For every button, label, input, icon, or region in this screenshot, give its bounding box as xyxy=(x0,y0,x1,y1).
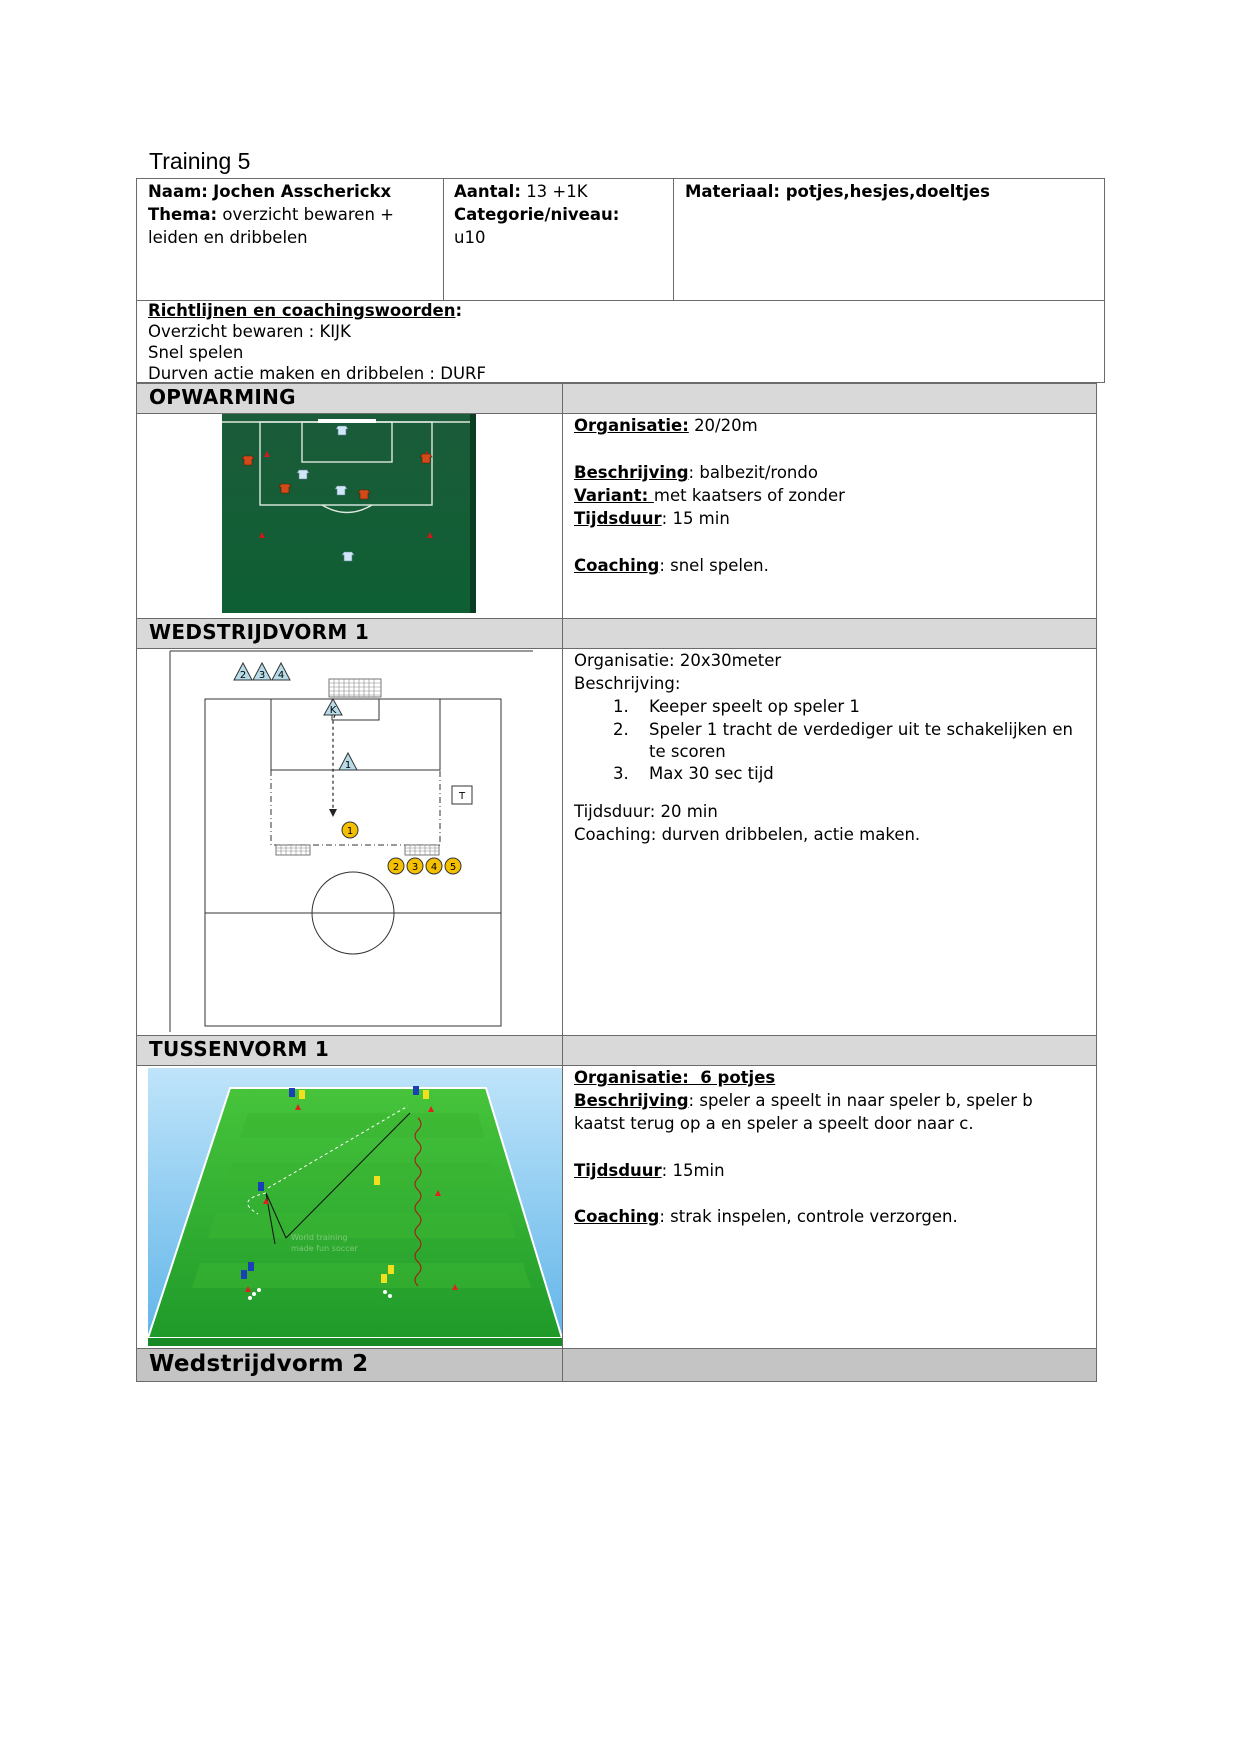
opw-variant-label: Variant: xyxy=(574,486,654,505)
opw-coaching xyxy=(574,554,769,577)
aantal-line xyxy=(454,180,588,203)
queue-player-4 xyxy=(426,858,442,874)
page-title: Training 5 xyxy=(149,148,251,174)
defender-label: 1 xyxy=(344,760,352,771)
wv1-coaching: Coaching: durven dribbelen, actie maken. xyxy=(574,825,921,844)
wedstrijdvorm2-title: Wedstrijdvorm 2 xyxy=(149,1351,369,1377)
naam-label: Naam: xyxy=(148,182,208,201)
naam-line xyxy=(148,180,391,203)
wv1-step-2-text: Speler 1 tracht de verdediger uit te schakelijken en xyxy=(649,720,1073,739)
wv1-organisatie: Organisatie: 20x30meter xyxy=(574,651,782,670)
tv1-tijdsduur xyxy=(574,1159,725,1182)
opw-coaching-value: : snel spelen. xyxy=(659,556,769,575)
tv1-coaching-label: Coaching xyxy=(574,1207,660,1226)
opw-variant xyxy=(574,484,845,507)
watermark-line-2: made fun soccer xyxy=(291,1244,358,1253)
aantal-label: Aantal: xyxy=(454,182,521,201)
pass-arrow xyxy=(329,809,337,817)
opw-tijdsduur-label: Tijdsduur xyxy=(574,509,662,528)
cone-2-label: 2 xyxy=(239,670,247,681)
wv2-header-divider xyxy=(562,1349,563,1381)
queue-2-label: 2 xyxy=(392,862,400,873)
opw-beschrijving xyxy=(574,461,818,484)
wv1-step-3-text: Max 30 sec tijd xyxy=(649,764,774,783)
wedstrijdvorm1-diagram xyxy=(137,649,561,1034)
materiaal-label: Materiaal: potjes,hesjes,doeltjes xyxy=(685,182,990,201)
trainer-marker xyxy=(452,786,472,804)
wedstrijdvorm1-title: WEDSTRIJDVORM 1 xyxy=(149,620,370,644)
guideline-3: Durven actie maken en dribbelen : DURF xyxy=(148,364,486,383)
tv1-beschrijving-value: : speler a speelt in naar speler b, speler b xyxy=(688,1091,1033,1110)
queue-player-5 xyxy=(445,858,461,874)
wv1-header-divider xyxy=(562,619,563,648)
queue-4-label: 4 xyxy=(430,862,438,873)
tv1-organisatie: Organisatie: 6 potjes xyxy=(574,1068,776,1087)
tv1-beschrijving-line-2: kaatst terug op a en speler a speelt door naar c. xyxy=(574,1114,974,1133)
wv1-step-3-num: 3. xyxy=(613,764,629,783)
opw-organisatie xyxy=(574,414,758,437)
naam-value: Jochen Asscherickx xyxy=(213,182,392,201)
tussenvorm1-title: TUSSENVORM 1 xyxy=(149,1037,330,1061)
guidelines-label: Richtlijnen en coachingswoorden xyxy=(148,301,456,320)
opw-tijdsduur-value: : 15 min xyxy=(661,509,730,528)
player-1-label: 1 xyxy=(346,826,354,837)
keeper-label: K xyxy=(329,705,337,716)
tv1-header-divider xyxy=(562,1036,563,1065)
wv1-beschrijving: Beschrijving: xyxy=(574,674,681,693)
opw-beschrijving-value: : balbezit/rondo xyxy=(688,463,818,482)
opwarming-title: OPWARMING xyxy=(149,385,296,409)
guidelines-colon: : xyxy=(455,301,463,320)
thema-value: overzicht bewaren + xyxy=(222,205,394,224)
queue-5-label: 5 xyxy=(449,862,457,873)
cone-3-label: 3 xyxy=(258,670,266,681)
opw-beschrijving-label: Beschrijving xyxy=(574,463,689,482)
thema-line xyxy=(148,203,394,226)
header-col-divider-2 xyxy=(673,178,674,300)
pass-path xyxy=(333,715,335,809)
trainer-label: T xyxy=(458,791,466,802)
thema-line-2: leiden en dribbelen xyxy=(148,228,308,247)
cone-4-label: 4 xyxy=(277,670,285,681)
cone-3 xyxy=(253,663,271,681)
opwarming-diagram xyxy=(222,414,476,613)
guideline-2: Snel spelen xyxy=(148,343,244,362)
defender-marker xyxy=(339,753,357,771)
opw-tijdsduur xyxy=(574,507,730,530)
wv1-step-1-num: 1. xyxy=(613,697,629,716)
cone-2 xyxy=(234,663,252,681)
wv1-step-2-num: 2. xyxy=(613,720,629,739)
tv1-beschrijving-label: Beschrijving xyxy=(574,1091,689,1110)
tussenvorm1-diagram xyxy=(148,1068,562,1346)
wv1-step-2-cont: te scoren xyxy=(649,742,726,761)
tv1-coaching-value: : strak inspelen, controle verzorgen. xyxy=(659,1207,958,1226)
categorie-label: Categorie/niveau: xyxy=(454,205,620,224)
aantal-value: 13 +1K xyxy=(526,182,588,201)
header-col-divider-1 xyxy=(443,178,444,300)
opw-organisatie-label: Organisatie: xyxy=(574,416,689,435)
cone-4 xyxy=(272,663,290,681)
tv1-beschrijving xyxy=(574,1089,1033,1112)
opw-organisatie-value: 20/20m xyxy=(694,416,758,435)
tv1-tijdsduur-label: Tijdsduur xyxy=(574,1161,662,1180)
queue-player-2 xyxy=(388,858,404,874)
guidelines-heading xyxy=(148,300,462,321)
opw-variant-value: met kaatsers of zonder xyxy=(653,486,845,505)
thema-label: Thema: xyxy=(148,205,218,224)
wv1-step-1-text: Keeper speelt op speler 1 xyxy=(649,697,860,716)
categorie-value: u10 xyxy=(454,228,486,247)
tv1-tijdsduur-value: : 15min xyxy=(661,1161,725,1180)
wv1-tijdsduur: Tijdsduur: 20 min xyxy=(574,802,718,821)
guideline-1: Overzicht bewaren : KIJK xyxy=(148,322,351,341)
queue-3-label: 3 xyxy=(411,862,419,873)
tv1-coaching xyxy=(574,1205,958,1228)
player-1-marker xyxy=(342,822,358,838)
watermark-line-1: World training xyxy=(291,1233,348,1242)
queue-player-3 xyxy=(407,858,423,874)
main-col-divider xyxy=(562,383,563,1382)
opw-coaching-label: Coaching xyxy=(574,556,660,575)
keeper-marker xyxy=(324,699,342,716)
opwarming-header-divider xyxy=(562,384,563,413)
